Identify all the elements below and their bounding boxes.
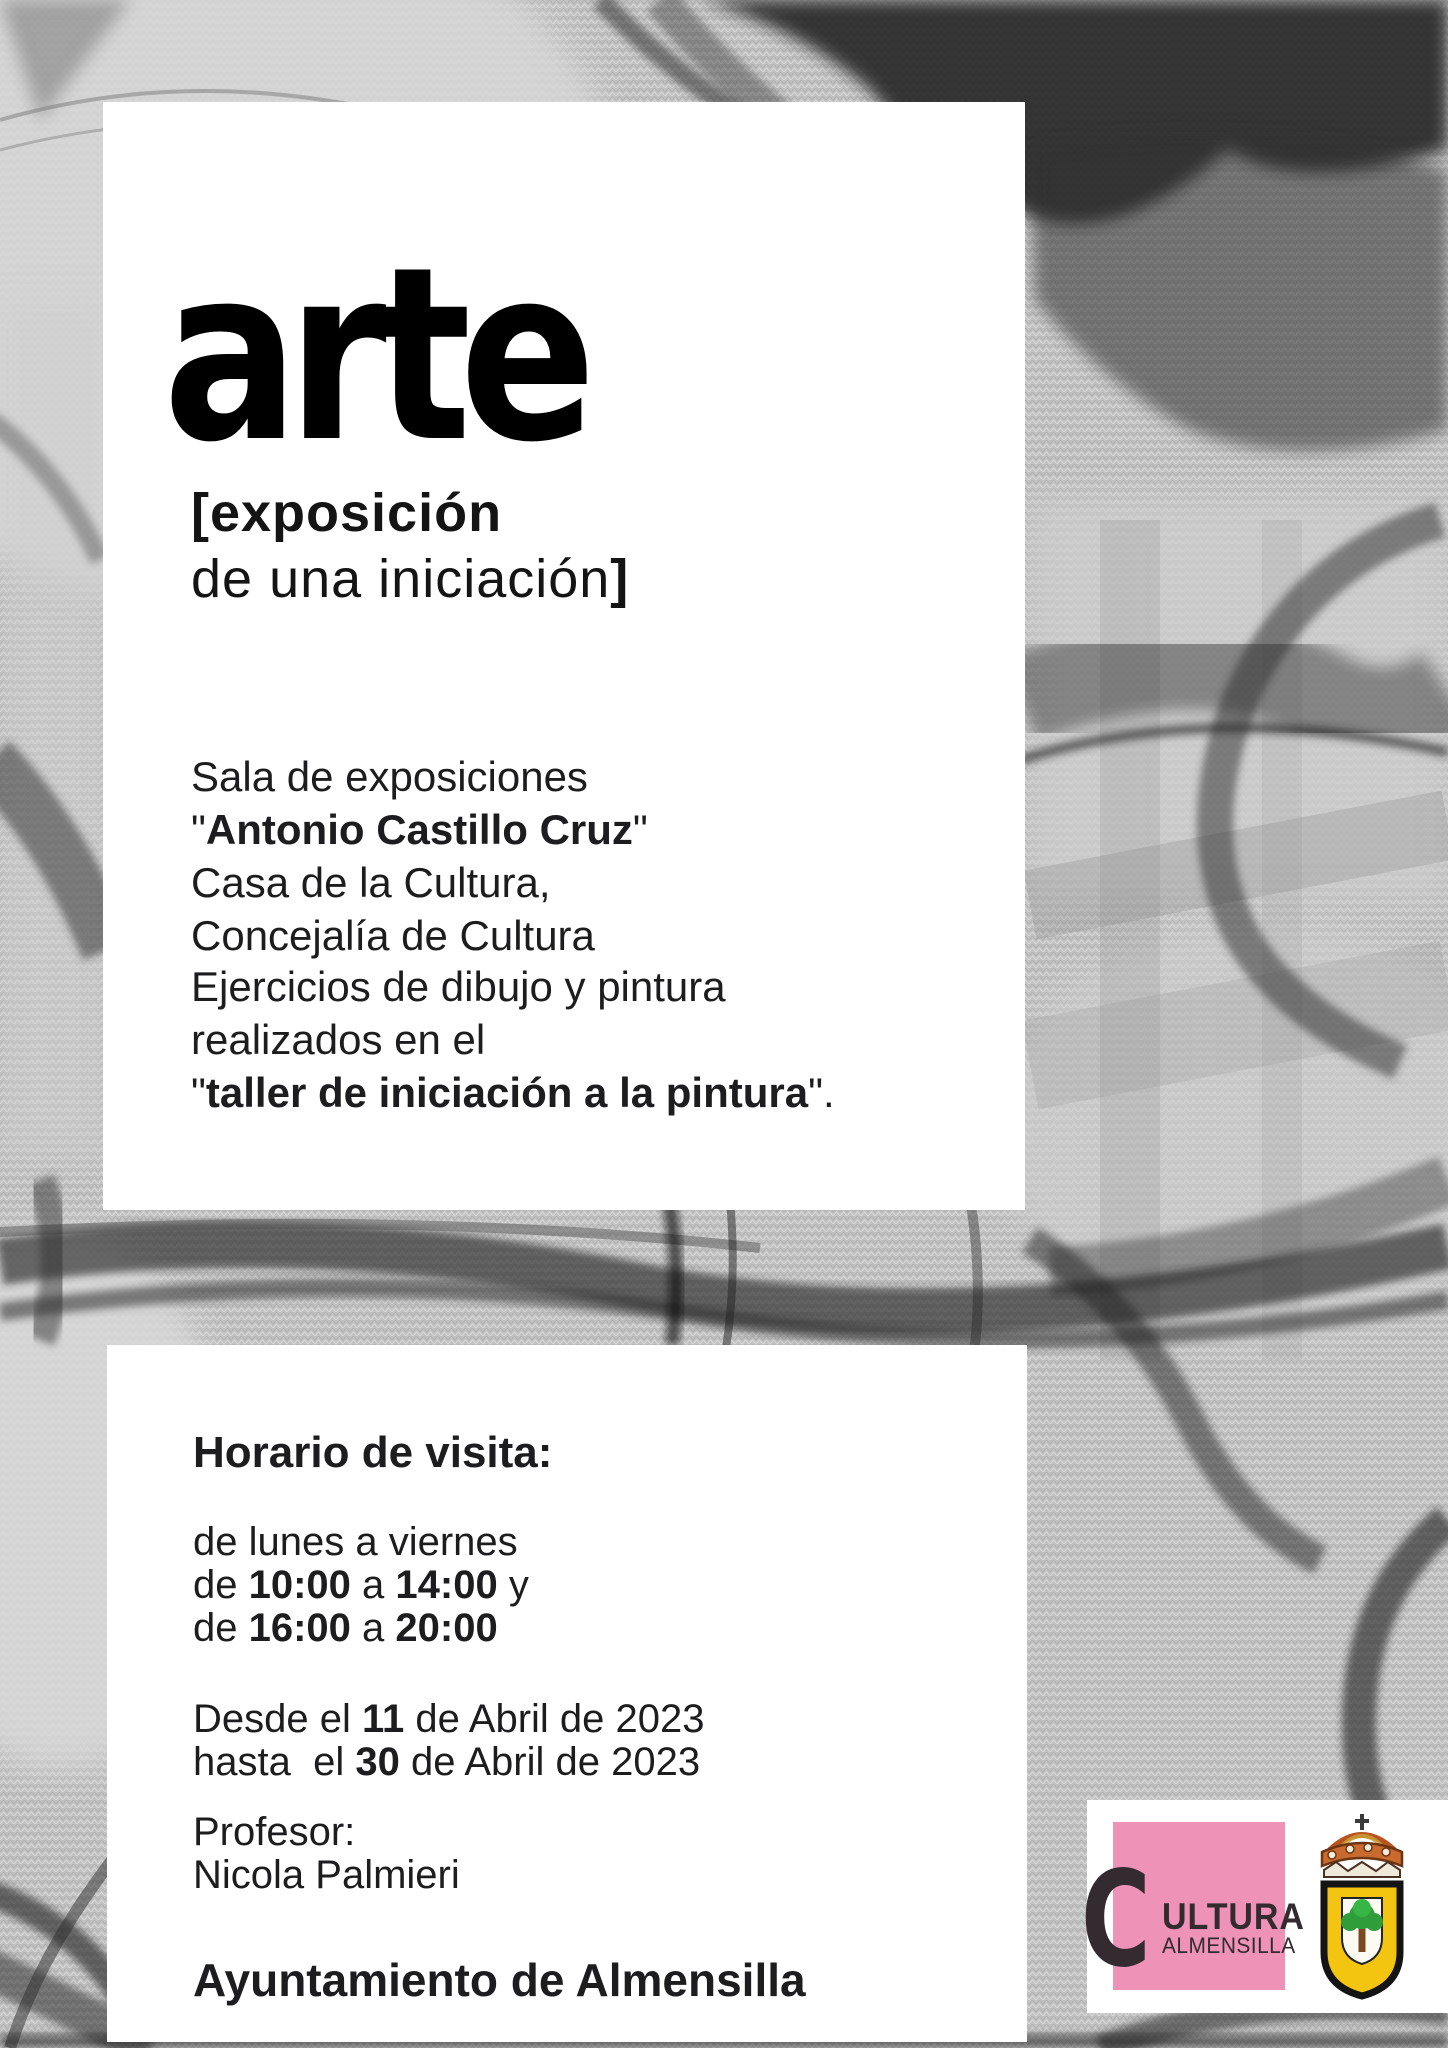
dates-block <box>193 1698 705 1784</box>
logos-card <box>1080 1800 1448 2013</box>
text-line: "taller de iniciación a la pintura". <box>191 1069 835 1116</box>
text-line: Sala de exposiciones <box>191 753 588 800</box>
text-line: [exposición <box>191 483 503 543</box>
text-line: Concejalía de Cultura <box>191 912 595 959</box>
teacher-block <box>193 1811 460 1897</box>
text-line: Ejercicios de dibujo y pintura <box>191 963 726 1010</box>
teacher-name: Nicola Palmieri <box>193 1853 460 1897</box>
text-line: hasta el 30 de Abril de 2023 <box>193 1740 701 1784</box>
teacher-label: Profesor: <box>193 1810 356 1854</box>
organizer: Ayuntamiento de Almensilla <box>193 1954 806 2006</box>
text-line: realizados en el <box>191 1016 486 1063</box>
text-line: Casa de la Cultura, <box>191 859 551 906</box>
venue-block <box>191 750 648 962</box>
cultura-logo-line2: ALMENSILLA <box>1161 1933 1296 1958</box>
text-line: de 10:00 a 14:00 y <box>193 1563 529 1607</box>
text-line: de lunes a viernes <box>193 1520 518 1564</box>
poster-subtitle <box>191 480 629 612</box>
cultura-logo-line1: ULTURA <box>1161 1896 1305 1937</box>
schedule-heading: Horario de visita: <box>193 1428 553 1477</box>
text-line: de una iniciación] <box>191 549 630 609</box>
cultura-initial: C <box>1080 1843 1151 1997</box>
description-block <box>191 960 835 1119</box>
text-line: "Antonio Castillo Cruz" <box>191 806 648 853</box>
almensilla-coat-of-arms-icon <box>1302 1810 1422 2002</box>
text-line: Desde el 11 de Abril de 2023 <box>193 1697 705 1741</box>
text-line: de 16:00 a 20:00 <box>193 1606 498 1650</box>
schedule-block <box>193 1521 529 1650</box>
poster-title: arte <box>163 215 585 495</box>
cultura-almensilla-logo <box>1080 1822 1305 1997</box>
main-card <box>103 102 1025 1210</box>
schedule-card <box>107 1345 1027 2042</box>
